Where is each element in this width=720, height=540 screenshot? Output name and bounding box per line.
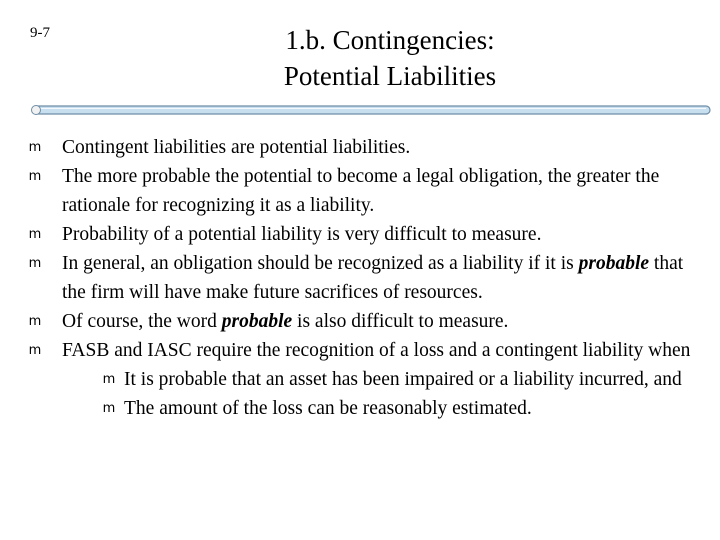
- title-divider: [30, 104, 714, 116]
- sub-bullet-text: It is probable that an asset has been impaired or a liability incurred, and: [124, 369, 682, 390]
- sub-bullet-icon: m: [102, 401, 116, 416]
- bullet-text: The more probable the potential to become a legal obligation, the greater the rationale for recognizing it as a liability.: [62, 166, 660, 216]
- emphasis-probable: probable: [578, 253, 650, 274]
- sub-bullet-item: [102, 365, 708, 394]
- bullet-item: [28, 133, 708, 162]
- bullet-text-pre: Of course, the word: [62, 311, 222, 332]
- sub-bullet-item: [102, 394, 708, 423]
- bullet-item: [28, 249, 708, 307]
- bullet-text: [62, 311, 508, 332]
- bullet-icon: m: [28, 169, 42, 184]
- slide-title: [150, 22, 630, 94]
- bullet-text: Contingent liabilities are potential liabilities.: [62, 137, 411, 158]
- bullet-text-pre: In general, an obligation should be recognized as a liability if it is: [62, 253, 579, 274]
- sub-bullet-icon: m: [102, 372, 116, 387]
- bullet-icon: m: [28, 314, 42, 329]
- bullet-text: FASB and IASC require the recognition of a loss and a contingent liability when: [62, 340, 691, 361]
- bullet-text-post: is also difficult to measure.: [292, 311, 509, 332]
- bullet-item: [28, 336, 708, 423]
- title-line-2: Potential Liabilities: [283, 61, 497, 91]
- bullet-item: [28, 162, 708, 220]
- bullet-text: [62, 253, 683, 303]
- bullet-item: [28, 220, 708, 249]
- bullet-icon: m: [28, 140, 42, 155]
- bullet-text: Probability of a potential liability is very difficult to measure.: [62, 224, 542, 245]
- emphasis-probable: probable: [221, 311, 293, 332]
- bullet-list: [28, 133, 708, 423]
- sub-bullet-list: [62, 365, 708, 423]
- bullet-icon: m: [28, 343, 42, 358]
- bullet-text-post: that the firm will have make future sacrifices of resources.: [62, 253, 684, 303]
- sub-bullet-text: The amount of the loss can be reasonably estimated.: [124, 398, 532, 419]
- slide-number: 9-7: [30, 25, 50, 41]
- title-line-1: 1.b. Contingencies:: [285, 25, 495, 55]
- bullet-item: [28, 307, 708, 336]
- bullet-icon: m: [28, 227, 42, 242]
- bullet-icon: m: [28, 256, 42, 271]
